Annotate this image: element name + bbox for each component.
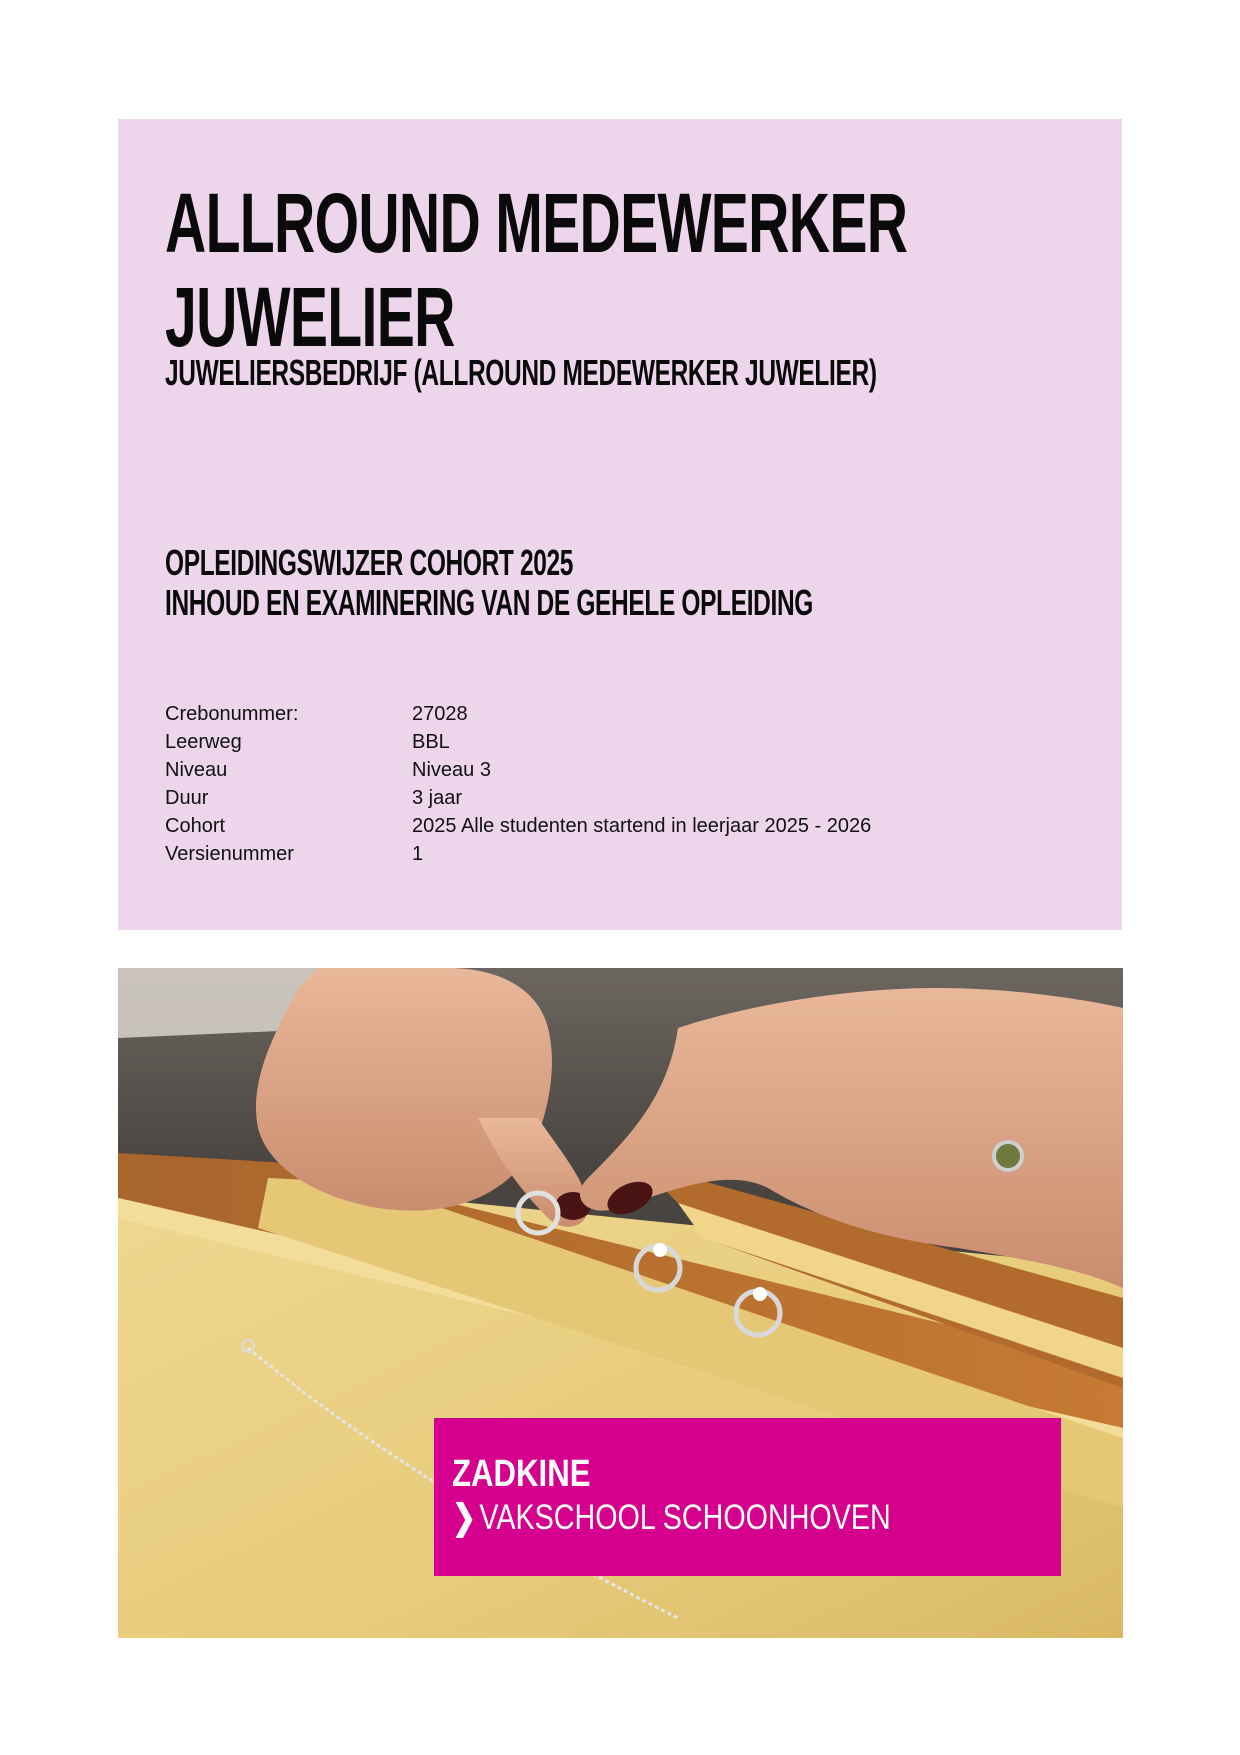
guide-line-2: INHOUD EN EXAMINERING VAN DE GEHELE OPLEIDING [165,582,813,623]
info-label: Niveau [165,759,228,781]
brand-name: ZADKINE [452,1453,591,1495]
document-subtitle: JUWELIERSBEDRIJF (ALLROUND MEDEWERKER JUWELIER) [165,352,877,393]
info-table [165,700,871,868]
info-value: 27028 [412,703,468,725]
document-title [165,176,907,364]
brand-school-name: VAKSCHOOL SCHOONHOVEN [479,1498,891,1537]
info-value: BBL [412,731,450,753]
info-value: 3 jaar [412,787,463,809]
info-value: Niveau 3 [412,759,491,781]
info-label: Versienummer [165,843,294,865]
info-row [165,756,871,784]
info-row [165,784,871,812]
title-line-1: ALLROUND MEDEWERKER [165,176,908,270]
guide-line-1: OPLEIDINGSWIJZER COHORT 2025 [165,542,574,583]
info-label: Crebonummer: [165,703,299,725]
cover-panel [118,119,1122,930]
info-value: 1 [412,843,424,865]
brand-school [452,1498,891,1538]
brand-logo-box [434,1418,1061,1576]
info-row [165,700,871,728]
info-value: 2025 Alle studenten startend in leerjaar 2025 - 2026 [412,815,872,837]
info-label: Leerweg [165,731,242,753]
info-label: Cohort [165,815,226,837]
info-row [165,840,871,868]
chevron-right-icon: ❯ [452,1498,477,1537]
title-line-2: JUWELIER [165,270,455,364]
info-label: Duur [165,787,209,809]
info-row [165,812,871,840]
cover-photo [118,968,1123,1638]
info-row [165,728,871,756]
guide-heading [165,543,813,623]
